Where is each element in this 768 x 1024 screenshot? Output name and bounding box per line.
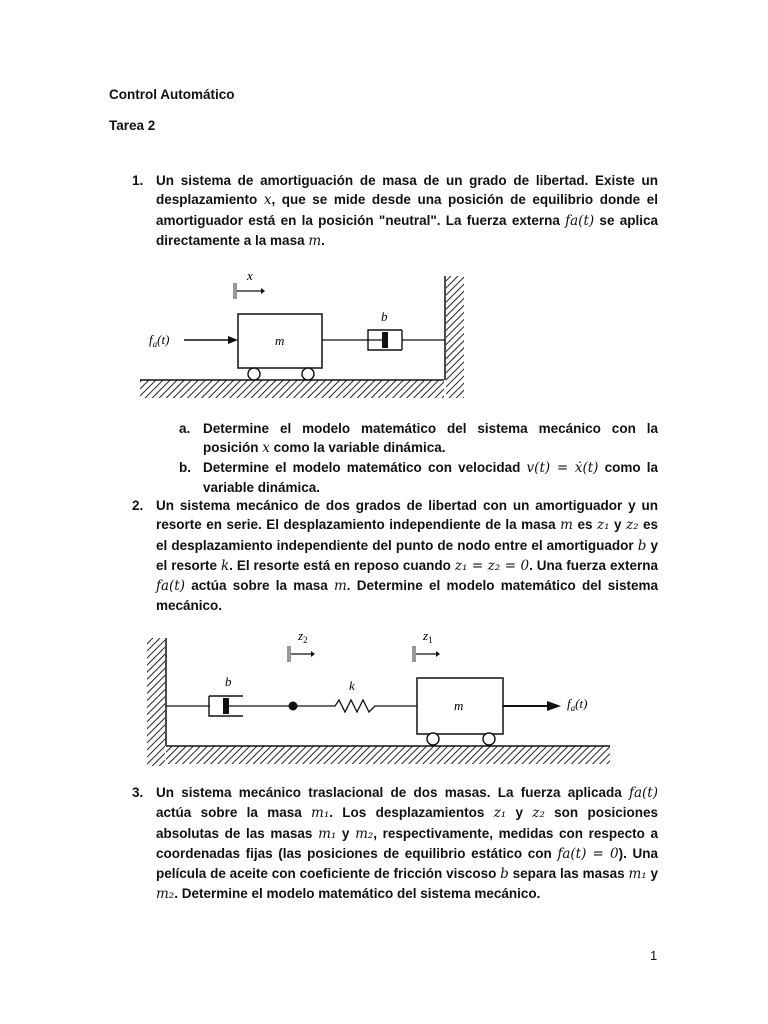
math-m1: m₁ — [311, 805, 330, 822]
math-z1: z₁ — [596, 517, 610, 534]
math-z2: z₂ — [532, 805, 545, 822]
damper-label: b — [225, 674, 232, 689]
z1-arrow-head — [436, 651, 440, 657]
math-m1: m₁ — [628, 866, 647, 883]
wall-hatch — [446, 276, 464, 398]
text: y — [506, 805, 533, 821]
math-fa: fa(t) — [628, 785, 658, 801]
text: . Una fuerza externa — [529, 557, 658, 573]
text: y el resorte — [156, 537, 658, 573]
spring — [293, 700, 417, 712]
text: como la variable dinámica. — [203, 460, 659, 496]
z1-reference-mark — [412, 646, 416, 662]
wheel-left — [248, 368, 260, 380]
damper-piston — [382, 332, 388, 348]
math-x: x — [263, 192, 272, 209]
math-m: m — [333, 578, 347, 595]
mass-label: m — [454, 698, 464, 713]
text: es el desplazamiento independiente del punto de nodo entre el amortiguador — [156, 517, 658, 553]
text: . Determine el modelo matemático del sistema mecánico. — [156, 578, 658, 614]
sub-letter: b. — [179, 460, 191, 475]
text: y — [336, 825, 356, 841]
ground-hatch — [140, 380, 444, 398]
text: ). Una película de aceite con coeficiente de fricción viscoso — [156, 845, 658, 882]
figure-mass-damper-1dof — [140, 268, 470, 404]
sub-letter: a. — [179, 421, 191, 436]
x-label: x — [247, 268, 253, 283]
text: como la variable dinámica. — [269, 440, 446, 456]
text: Un sistema mecánico de dos grados de libertad con un amortiguador y un resorte en serie. El desplazamiento independiente de la masa — [156, 498, 658, 533]
math-m2: m₂ — [355, 825, 374, 842]
text: . Determine el modelo matemático del sistema mecánico. — [174, 886, 541, 902]
text: Un sistema mecánico traslacional de dos masas. La fuerza aplicada — [156, 785, 629, 800]
text: es — [572, 517, 597, 533]
text: . — [321, 232, 325, 248]
wheel-right — [483, 733, 495, 745]
text: separa las masas — [508, 866, 629, 882]
x-reference-mark — [233, 283, 237, 299]
math-b: b — [500, 866, 509, 883]
math-m: m — [560, 517, 573, 534]
text: , respectivamente, medidas con respecto a coordenadas fijas (las posiciones de equilibrio estático con — [156, 825, 659, 861]
math-fa: fa(t) — [156, 578, 186, 595]
figure-damper-spring-series — [145, 624, 615, 770]
z2-label: $z_2$ — [298, 628, 308, 645]
math-k: k — [220, 557, 230, 574]
wheel-left — [427, 733, 439, 745]
x-arrow-head — [261, 288, 265, 294]
wheel-right — [302, 368, 314, 380]
text: actúa sobre la masa — [156, 805, 312, 821]
text: . Los desplazamientos — [329, 805, 494, 821]
math-m2: m₂ — [156, 886, 175, 903]
math-m: m — [308, 232, 322, 249]
wall-hatch — [147, 638, 165, 766]
z1-label: $z_1$ — [423, 628, 433, 645]
spring-label: k — [349, 678, 355, 693]
force-label: $f_a(t)$ — [567, 696, 588, 713]
question-1a — [179, 419, 658, 459]
math-x: x — [262, 440, 270, 457]
math-z1: z₁ — [493, 805, 507, 822]
text: Determine el modelo matemático con velocidad — [203, 460, 527, 475]
question-3 — [132, 783, 659, 905]
ground-hatch — [166, 746, 610, 764]
force-arrow-head — [547, 701, 561, 711]
text: y — [609, 517, 626, 533]
question-1 — [132, 171, 658, 251]
math-b: b — [637, 537, 647, 554]
text: Determine el modelo matemático del sistema mecánico con la posición — [203, 421, 658, 456]
text: . El resorte está en reposo cuando — [229, 557, 455, 573]
force-arrow-head — [228, 336, 238, 344]
question-number: 3. — [132, 785, 144, 800]
force-label: $f_a(t)$ — [149, 332, 170, 349]
math-rest-condition: z₁ = z₂ = 0 — [454, 557, 530, 574]
question-1b — [179, 458, 659, 498]
question-2 — [132, 496, 658, 616]
math-m1: m₁ — [318, 825, 337, 842]
page-number: 1 — [650, 948, 658, 963]
mass-label: m — [275, 333, 285, 348]
z2-reference-mark — [287, 646, 291, 662]
math-z2: z₂ — [625, 517, 639, 534]
damper-label: b — [381, 309, 388, 324]
text: y — [646, 866, 658, 882]
text: , que se mide desde una posición de equilibrio donde el amortiguador está en la posición "neutral". La fuerza externa — [156, 192, 658, 228]
text: actúa sobre la masa — [185, 578, 334, 594]
math-fa: fa(t) — [565, 212, 595, 229]
text: Un sistema de amortiguación de masa de un grado de libertad. Existe un desplazamiento — [156, 173, 658, 208]
course-title: Control Automático — [109, 87, 235, 102]
assignment-title: Tarea 2 — [109, 118, 156, 133]
math-equilibrium: fa(t) = 0 — [557, 845, 619, 862]
text: se aplica directamente a la masa — [156, 212, 658, 248]
math-velocity: v(t) = ẋ(t) — [526, 460, 599, 476]
question-number: 1. — [132, 173, 144, 188]
question-number: 2. — [132, 498, 144, 513]
text: son posiciones absolutas de las masas — [156, 805, 658, 841]
z2-arrow-head — [311, 651, 315, 657]
